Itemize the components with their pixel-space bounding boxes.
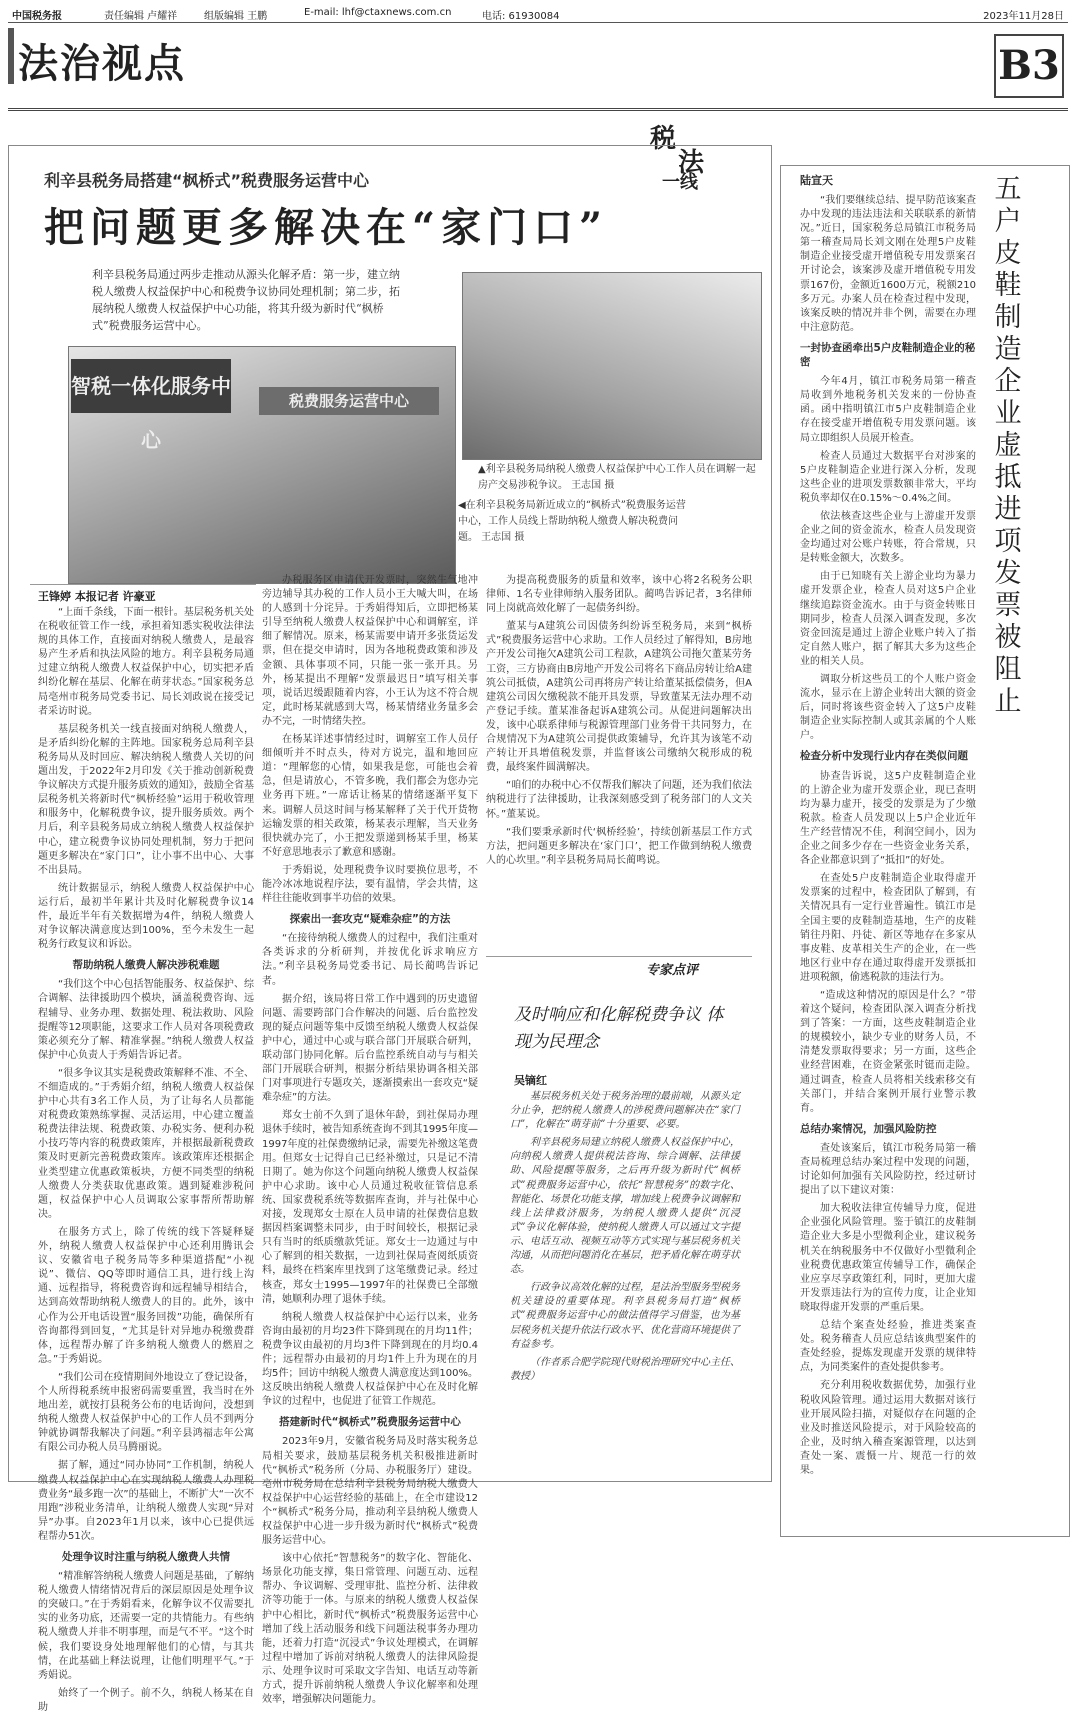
paper-name: 中国税务报 bbox=[12, 11, 62, 22]
badge-char-2: 法 bbox=[678, 148, 705, 178]
paragraph: 协查告诉说，这5户皮鞋制造企业的上游企业为虚开发票企业，现已查明均为暴力虚开，接受的发票是为了少缴税款。检查人员发现以上5户企业近年生产经营情况不佳，利润空间小，因为企业之间多少存在一些资金业务关系，各企业都意识到了“抵扣”的好处。 bbox=[800, 770, 976, 867]
expert-label: 专家点评 bbox=[646, 963, 699, 978]
expert-title: 及时响应和化解税费争议 体现为民理念 bbox=[514, 1005, 724, 1052]
paragraph: 董某与A建筑公司因债务纠纷诉至税务局，来到“枫桥式”税费服务运营中心求助。工作人员经过了解得知，B房地产开发公司拖欠A建筑公司工程款，A建筑公司拖欠董某劳务工资，三方协商由B房地产开发公司将名下商品房转让给A建筑公司抵债，A建筑公司再将房产转让给董某抵偿债务，但A建筑公司因欠缴税款不能开具发票，导致董某无法办理不动产登记手续。董某准备起诉A建筑公司。从促进问题解决出发，该中心联系律师与税源管理部门业务骨干共同努力，在合规情况下为A建筑公司提供政策辅导，允许其为该笔不动产转让开具增值税发票，并监督该公司缴纳欠税形成的税费，最终案件圆满解决。 bbox=[486, 621, 752, 774]
section-title: 法治视点 bbox=[18, 40, 186, 87]
paragraph: 检查人员通过大数据平台对涉案的5户皮鞋制造企业进行深入分析，发现这些企业的进项发票数额非常大，平均税负率却仅在0.15%～0.4%之间。 bbox=[800, 450, 976, 504]
article-kicker: 利辛县税务局搭建“枫桥式”税费服务运营中心 bbox=[44, 171, 370, 190]
paragraph: 基层税务机关一线直接面对纳税人缴费人，是矛盾纠纷化解的主阵地。国家税务总局利辛县税务局从及时回应、解决纳税人缴费人关切的问题出发，于2022年2月印发《关于推动创新税费争议解决方式提升服务质效的通知》，鼓励全省基层税务机关将新时代“枫桥经验”运用于税收管理和服务中，化解税费争议，提升服务质效。两个月后，利辛县税务局成立纳税人缴费人权益保护中心，建立税费争议协同处理机制，努力于把问题更多解决在“家门口”，让小事不出中心、大事不出县局。 bbox=[38, 723, 254, 876]
paragraph: 利辛县税务局建立纳税人缴费人权益保护中心，向纳税人缴费人提供税法咨询、综合调解、法律援助、风险提醒等服务，之后再升级为新时代“枫桥式”税费服务运营中心，依托“智慧税务”的数字化、智能化、场景化功能支撑，增加线上税费争议调解和线上法律救济服务，为纳税人缴费人提供“沉浸式”争议化解体验，使纳税人缴费人可以通过文字提示、电话互动、视频互动等方式实现与基层税务机关沟通，从而把问题消化在基层，把矛盾化解在萌芽状态。 bbox=[510, 1137, 740, 1276]
paragraph: 在查处5户皮鞋制造企业取得虚开发票案的过程中，检查团队了解到，有关情况具有一定行业普遍性。镇江市是全国主要的皮鞋制造基地，生产的皮鞋销往丹阳、丹徒、新区等地存在多家从事皮鞋、皮革相关生产的企业，在一些地区行业中存在通过取得虚开发票抵扣进项税额，偷逃税款的违法行为。 bbox=[800, 873, 976, 983]
paragraph: 基层税务机关处于税务治理的最前端，从源头定分止争，把纳税人缴费人的涉税费问题解决在“家门口”，化解在“萌芽前”十分重要、必要。 bbox=[510, 1091, 740, 1131]
paragraph: 依法核查这些企业与上游虚开发票企业之间的资金流水，检查人员发现资金均通过对公账户转账，符合常规，只是转账金额大，次数多。 bbox=[800, 510, 976, 565]
paragraph: 于秀娟说，处理税费争议时要换位思考，不能冷冰冰地说程序法，要有温情，学会共情，这样往往能收到事半功倍的效果。 bbox=[262, 864, 478, 905]
article-column-3 bbox=[486, 574, 752, 954]
photo-sign-smart-tax: 智税一体化服务中心 bbox=[71, 359, 231, 413]
paragraph: “精准解答纳税人缴费人问题是基础，了解纳税人缴费人情绪情况背后的深层原因是处理争议的突破口。”在于秀娟看来，化解争议不仅需要扎实的业务功底，还需要一定的共情能力。有些纳税人缴费人并非不明事理，而是气不平。“这个时候，我们要设身处地理解他们的心情，与其共情，在此基础上释法说理，让他们明理平气。”于秀娟说。 bbox=[38, 1571, 254, 1681]
photo-sign-center: 税费服务运营中心 bbox=[259, 387, 439, 415]
expert-author: 吴镝红 bbox=[514, 1074, 547, 1087]
expert-body bbox=[510, 1090, 740, 1446]
article-lede: 利辛县税务局通过两步走推动从源头化解矛盾：第一步，建立纳税人缴费人权益保护中心和税费争议协同处理机制；第二步，拓展纳税人缴费人权益保护中心功能，将其升级为新时代“枫桥式”税费服务运营中心。 bbox=[92, 268, 400, 332]
issue-date: 2023年11月28日 bbox=[983, 11, 1064, 22]
paragraph: 查处该案后，镇江市税务局第一稽查局梳理总结办案过程中发现的问题，讨论如何加强有关风险防控，经过研讨提出了以下建议对策： bbox=[800, 1142, 976, 1197]
paragraph: “上面千条线，下面一根针。基层税务机关处在税收征管工作一线，承担着知悉实税收法律法规的具体工作，直接面对纳税人缴费人，是最容易产生矛盾和执法风险的地方。利辛县税务局通过建立纳税人缴费人权益保护中心，切实把矛盾纠纷化解在基层、化解在萌芽状态。”国家税务总局亳州市税务局党委书记、局长刘政说在接受记者采访时说。 bbox=[38, 607, 254, 717]
divider bbox=[486, 956, 752, 957]
editor-credit: 责任编辑 卢耀祥 bbox=[104, 11, 178, 22]
layout-credit: 组版编辑 王鹏 bbox=[204, 11, 268, 22]
subheading: 检查分析中发现行业内存在类似问题 bbox=[800, 750, 968, 763]
paragraph: “我们这个中心包括智能服务、权益保护、综合调解、法律援助四个模块，涵盖税费咨询、远程辅导、业务办理、数据处理、税法救助、风险提醒等12项职能，这要求工作人员对各项税费政策必须充分了解、精准掌握。”纳税人缴费人权益保护中心负责人于秀娟告诉记者。 bbox=[38, 979, 254, 1061]
paragraph: 调取分析这些员工的个人账户资金流水，显示在上游企业转出大额的资金后，同时将该些资金转入了这5户皮鞋制造企业实际控制人或其亲属的个人账户。 bbox=[800, 674, 976, 742]
badge-char-3: 一线 bbox=[662, 172, 698, 193]
section-band bbox=[8, 22, 1068, 111]
paragraph: “我们公司在疫情期间外地设立了登记设备，个人所得税系统申报密码需要重置，我当时在外地出差，就按打县税务公布的电话询问，没想到纳税人缴费人权益保护中心的工作人员不到两分钟就协调帮我解决了问题。”利辛县鸿福志年公寓有限公司办税人员马腾丽说。 bbox=[38, 1371, 254, 1454]
paragraph: 纳税人缴费人权益保护中心运行以来，业务咨询由最初的月均23件下降到现在的月均11件；税费争议由最初的月均3件下降到现在的月均0.4件；远程帮办由最初的月均1件上升为现在的月均5件；回访中纳税人缴费人满意度达到100%。这反映出纳税人缴费人权益保护中心在及时化解争议的过程中，也促进了征管工作规范。 bbox=[262, 1311, 478, 1408]
paragraph: 该中心依托“智慧税务”的数字化、智能化、场景化功能支撑，集日常管理、问题互动、远程帮办、争议调解、受理审批、监控分析、法律救济等功能于一体。与原来的纳税人缴费人权益保护中心相比，新时代“枫桥式”税费服务运营中心增加了线上活动服务和线下问题法税事务办理功能，还着力打造“沉浸式”争议处理模式，在调解过程中增加了诉前对纳税人缴费人的法律风险提示、处理争议时可采取文字告知、电话互动等新方式，提升诉前纳税人缴费人争议化解率和处理效率，增强解决问题能力。 bbox=[262, 1553, 478, 1706]
paragraph: 始终了一个例子。前不久，纳税人杨某在自助 bbox=[38, 1687, 254, 1713]
paragraph: 充分利用税收数据优势，加强行业税收风险管理。通过运用大数据对该行业开展风险扫描，对疑似存在问题的企业及时推送风险提示，对于风险较高的企业，及时纳入稽查案源管理，以达到查处一案、震慑一片、规范一行的效果。 bbox=[800, 1380, 976, 1476]
paragraph: 据介绍，该局将日常工作中遇到的历史遗留问题、需要跨部门合作解决的问题、后台监控发现的疑点问题等集中反馈至纳税人缴费人权益保护中心，通过中心或与联合部门开展联合研判，联动部门协同化解。后台监控系统自动与与相关部门开展联合研判，根据分析结果协调各相关部门对事项进行专题攻关，逐渐摸索出一套攻克“疑难杂症”的方法。 bbox=[262, 993, 478, 1104]
side-headline: 五户皮鞋制造企业虚抵进项发票被阻止 bbox=[994, 174, 1022, 717]
side-article-body bbox=[800, 194, 976, 1530]
paragraph: 在杨某详述事情经过时，调解室工作人员仔细倾听并不时点头，待对方说完，温和地回应道：“理解您的心情，如果我是您，可能也会着急，但是请放心，不管多晚，我们都会为您办完业务再下班。”一席话让杨某的情绪逐渐平复下来。调解人员这时间与杨某解释了关于代开货物运输发票的相关政策，杨某表示理解，当天业务很快就办完了，小王把发票递到杨某手里，杨某不好意思地表示了歉意和感谢。 bbox=[262, 734, 478, 858]
paragraph: “很多争议其实是税费政策解释不准、不全、不细造成的。”于秀娟介绍，纳税人缴费人权益保护中心共有3名工作人员，为了让每名人员都能对税费政策熟练掌握、灵活运用，中心建立覆盖税费法律法规、税费政策、办税实务、便利办税小技巧等内容的税费政策库，并根据最新税费政策及时更新完善税费政策库。该政策库还根据企业类型建立优惠政策板块，方便不同类型的纳税人缴费人分类获取优惠政策。遇到疑难涉税问题，权益保护中心人员调取公家事帮所帮助解决。 bbox=[38, 1067, 254, 1220]
contact-phone: 电话: 61930084 bbox=[482, 11, 560, 22]
paragraph: 由于已知晓有关上游企业均为暴力虚开发票企业，检查人员对这5户企业继续追踪资金流水。由于与资金转账日期同步，检查人员深入调查发现，多次资金回流是通过上游企业账户转入了指定自然人账户，据了解其大多为这些企业的相关人员。 bbox=[800, 571, 976, 667]
paragraph: 办税服务区申请代开发票时，突然生气地冲旁边辅导其办税的工作人员小王大喊大叫，在场的人感到十分诧异。于秀娟得知后，立即把杨某引导至纳税人缴费人权益保护中心和调解室，详细了解情况。原来，杨某需要申请开多张货运发票，但在提交申请时，因为各地税费政策和涉及金额、具体事项不同，只能一张一张开具。另外，杨某提出不理解“发票最迟日”填写相关事项，说话迟缓跟随着内容，小王认为这不符合规定，此时杨某就感到大骂，杨某情绪业务量多会办不完，一时情绪失控。 bbox=[262, 575, 478, 727]
photo-caption-1: ▲利辛县税务局纳税人缴费人权益保护中心工作人员在调解一起房产交易涉税争议。 王志国 摄 bbox=[478, 464, 756, 491]
contact-email: E-mail: lhf@ctaxnews.com.cn bbox=[304, 7, 452, 18]
photo-mediation bbox=[462, 272, 762, 460]
paragraph: “我们要秉承新时代‘枫桥经验’，持续创新基层工作方式方法，把问题更多解决在‘家门口’，把工作做到纳税人缴费人的心坎里。”利辛县税务局局长蔺鸣说。 bbox=[486, 826, 752, 866]
subheading: 一封协查函牵出5户皮鞋制造企业的秘密 bbox=[800, 341, 976, 369]
subheading: 处理争议时注重与纳税人缴费人共情 bbox=[62, 1551, 230, 1563]
subheading: 帮助纳税人缴费人解决涉税难题 bbox=[72, 959, 220, 972]
article-byline: 王锋婷 本报记者 许豪亚 bbox=[38, 590, 156, 603]
author-note: （作者系合肥学院现代财税治理研究中心主任、教授） bbox=[510, 1356, 740, 1382]
subheading: 探索出一套攻克“疑难杂症”的方法 bbox=[289, 913, 451, 926]
badge-char-1: 税 bbox=[650, 124, 677, 154]
paragraph: “造成这种情况的原因是什么？”带着这个疑问，检查团队深入调查分析找到了答案：一方面，这些皮鞋制造企业的规模较小，缺少专业的财务人员，不清楚发票取得要求；另一方面，这些企业经营困难，在资金紧张时铤而走险。通过调查，检查人员将相关线索移交有关部门，并结合案例开展行业警示教育。 bbox=[800, 989, 976, 1114]
paragraph: 在服务方式上，除了传统的线下答疑释疑外，纳税人缴费人权益保护中心还利用腾讯会议、安徽省电子税务局等多种渠道搭配“小视说”、微信、QQ等即时通信工具，进行线上沟通、远程指导，将税费咨询和远程辅导相结合，达到高效帮助纳税人缴费人的目的。此外，该中心作为公开电话设置“服务回拨”功能，确保所有咨询都得到回复，“尤其是针对异地办税缴费群体，远程帮办解了许多纳税人缴费人的燃眉之急。”于秀娟说。 bbox=[38, 1226, 254, 1365]
side-byline: 陆宣天 bbox=[800, 174, 833, 187]
paragraph: 统计数据显示，纳税人缴费人权益保护中心运行后，最初半年累计共及时化解税费争议14件，最近半年有关数据增为4件，纳税人缴费人对争议解决满意度达到100%，至今未发生一起税务行政复议和诉讼。 bbox=[38, 882, 254, 951]
paragraph: “我们要继续总结、提早防范该案查办中发现的违法违法和关联联系的新情况。”近日，国家税务总局镇江市税务局第一稽查局局长刘文刚在处理5户皮鞋制造企业接受虚开增值税专用发票案召开讨论会，该案涉及虚开增值税专用发票167份，金额近1600万元，税额210多万元。办案人员在检查过程中发现，该案反映的情况并非个例，需要在办理中注意防范。 bbox=[800, 195, 976, 333]
paragraph: 据了解，通过“同办协同”工作机制，纳税人缴费人权益保护中心在实现纳税人缴费人办理税费业务“最多跑一次”的基础上，不断扩大“一次不用跑”涉税业务清单，让纳税人缴费人实现“异对异”办事。自2023年1月以来，该中心已提供远程帮办51次。 bbox=[38, 1460, 254, 1542]
section-stripe bbox=[8, 28, 14, 84]
subheading: 总结办案情况，加强风险防控 bbox=[800, 1122, 937, 1135]
subheading: 搭建新时代“枫桥式”税费服务运营中心 bbox=[279, 1416, 461, 1429]
divider bbox=[30, 584, 256, 585]
masthead bbox=[8, 4, 1068, 23]
article-headline: 把问题更多解决在“家门口” bbox=[44, 204, 609, 251]
paragraph: 2023年9月，安徽省税务局及时落实税务总局相关要求，鼓励基层税务机关积极推进新时代“枫桥式”税务所（分局、办税服务厅）建设。亳州市税务局在总结利辛县税务局纳税人缴费人权益保护中心运营经验的基础上，在全市建设12个“枫桥式”税务分局，推动利辛县纳税人缴费人权益保护中心进一步升级为新时代“枫桥式”税费服务运营中心。 bbox=[262, 1436, 478, 1547]
paragraph: “在接待纳税人缴费人的过程中，我们注重对各类诉求的分析研判，并按优化诉求响应方法。”利辛县税务局党委书记、局长蔺鸣告诉记者。 bbox=[262, 933, 478, 987]
paragraph: 郑女士前不久到了退休年龄，到社保局办理退休手续时，被告知系统查询不到其1995年度—1997年度的社保费缴纳记录，需要先补缴这笔费用。但郑女士记得自己已经补缴过，只是记不清日期了。她为你这个问题向纳税人缴费人权益保护中心求助。该中心人员通过税收征管信息系统、国家费税系统等数据库查询，并与社保中心对接，发现郑女士原在人员申请的社保费信息数据因档案调整未同步，由于时间较长，根据记录只有当时的纸质缴款凭证。郑女士一边通过与中心了解到的相关数据，一边到社保局查阅纸质资料，最终在档案库里找到了这笔缴费记录。经过核查，郑女士1995—1997年的社保费已全部缴清，她顺利办理了退休手续。 bbox=[262, 1110, 478, 1305]
photo-caption-2: ◀在利辛县税务局新近成立的“枫桥式”税费服务运营中心，工作人员线上帮助纳税人缴费人解决税费问题。 王志国 摄 bbox=[458, 500, 686, 543]
paragraph: 总结个案查处经验，推进类案查处。税务稽查人员应总结该典型案件的查处经验，提炼发现虚开发票的规律特点，为同类案件的查处提供参考。 bbox=[800, 1320, 976, 1374]
paragraph: 为提高税费服务的质量和效率，该中心将2名税务公职律师、1名专业律师纳入服务团队。蔺鸣告诉记者，3名律师同上岗就高效化解了一起债务纠纷。 bbox=[486, 575, 752, 615]
paragraph: 今年4月，镇江市税务局第一稽查局收到外地税务机关发来的一份协查函。函中指明镇江市5户皮鞋制造企业存在接受虚开增值税专用发票问题。该局立即组织人员展开检查。 bbox=[800, 376, 976, 444]
photo-service-hall bbox=[68, 346, 456, 584]
article-column-1 bbox=[38, 606, 254, 1713]
article-column-2 bbox=[262, 574, 478, 1706]
paragraph: “咱们的办税中心不仅帮我们解决了问题，还为我们依法纳税进行了法律援助，让我深刻感受到了税务部门的人文关怀。”董某说。 bbox=[486, 780, 752, 820]
page-number: B3 bbox=[994, 34, 1064, 98]
paragraph: 加大税收法律宣传辅导力度，促进企业强化风险管理。鉴于镇江的皮鞋制造企业大多是小型微利企业，建议税务机关在纳税服务中不仅做好小型微利企业税费优惠政策宣传辅导工作，确保企业应享尽享政策红利，同时，更加大虚开发票违法行为的宣传力度，让企业知晓取得虚开发票的严重后果。 bbox=[800, 1203, 976, 1313]
paragraph: 行政争议高效化解的过程，是法治型服务型税务机关建设的重要体现。利辛县税务局打造“枫桥式”税费服务运营中心的做法值得学习借鉴，也为基层税务机关提升依法行政水平、优化营商环境提供了有益参考。 bbox=[510, 1282, 740, 1350]
